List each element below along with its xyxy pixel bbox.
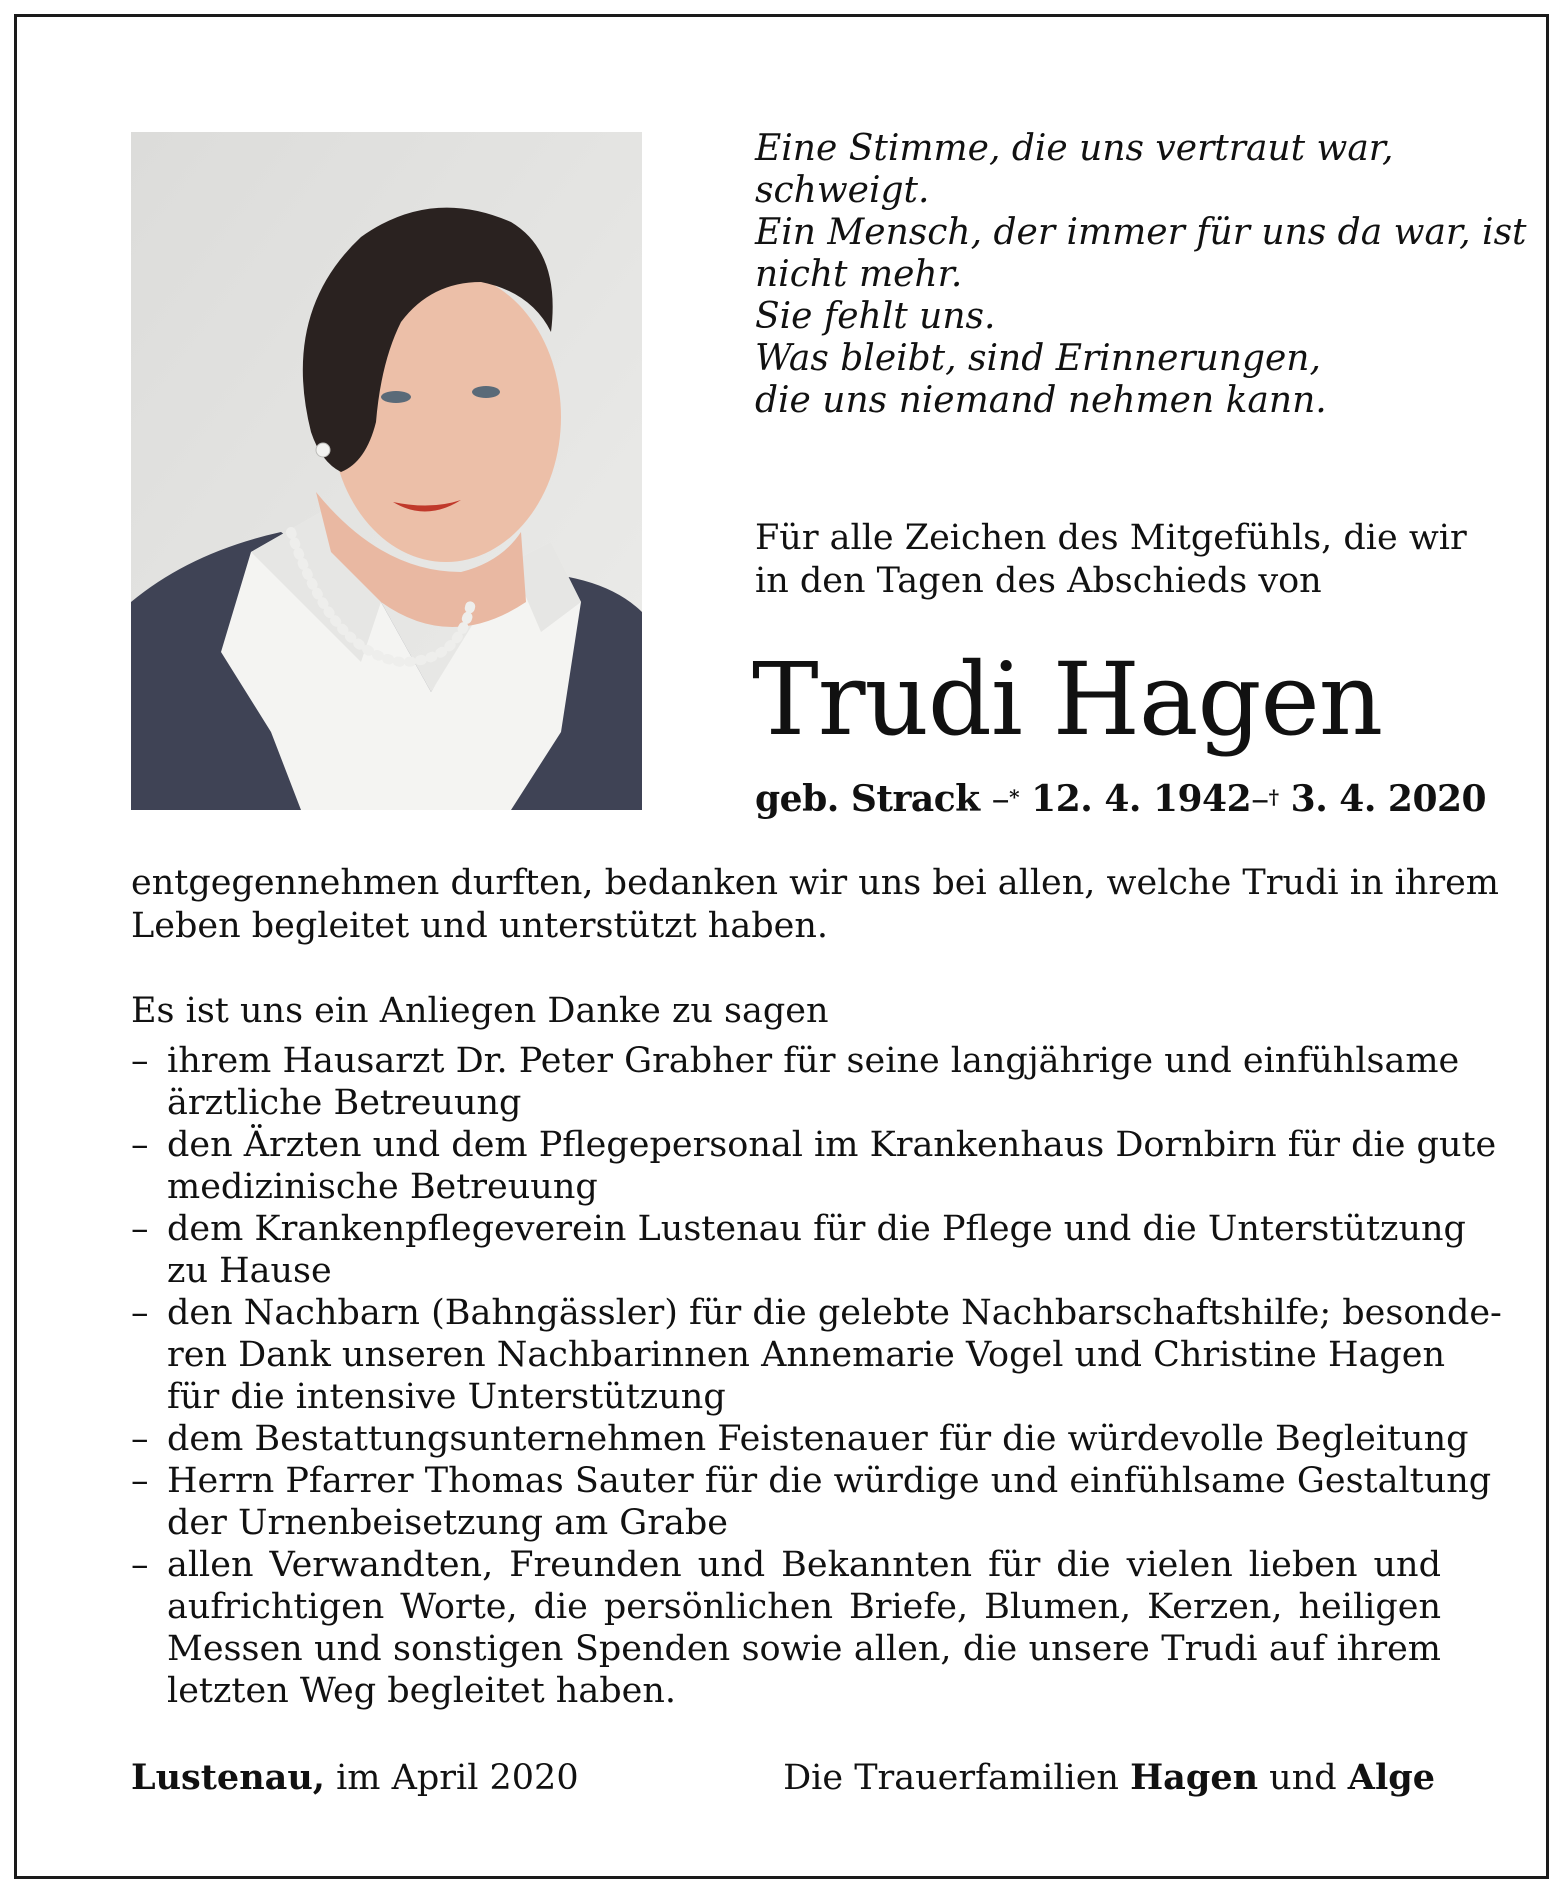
- quote-line: schweigt.: [755, 170, 930, 211]
- separator: –: [991, 779, 1010, 820]
- body-line: Leben begleitet und unterstützt haben.: [131, 906, 828, 946]
- death-symbol: †: [1268, 785, 1279, 809]
- thanks-item-line: der Urnenbeisetzung am Grabe: [167, 1503, 728, 1543]
- thanks-item-line: letzten Weg begleitet haben.: [167, 1671, 677, 1711]
- birth-date: 12. 4. 1942: [1031, 778, 1252, 820]
- thanks-item-line: Herrn Pfarrer Thomas Sauter für die würdige und einfühlsame Gestaltung: [167, 1461, 1492, 1501]
- list-dash: –: [131, 1125, 149, 1165]
- thanks-item: [131, 1040, 1460, 1124]
- thanks-item: [131, 1418, 1469, 1460]
- thanks-item: [131, 1544, 1441, 1712]
- family-name: Hagen: [1130, 1757, 1259, 1798]
- quote-line: nicht mehr.: [755, 254, 963, 295]
- thanks-item-line: ren Dank unseren Nachbarinnen Annemarie Vogel und Christine Hagen: [167, 1335, 1446, 1375]
- list-dash: –: [131, 1545, 149, 1585]
- thanks-item-line: den Ärzten und dem Pflegepersonal im Krankenhaus Dornbirn für die gute: [167, 1125, 1497, 1165]
- list-dash: –: [131, 1041, 149, 1081]
- thanks-item: [131, 1292, 1502, 1418]
- thanks-item-line: Messen und sonstigen Spenden sowie allen, die unsere Trudi auf ihrem: [167, 1629, 1441, 1669]
- thanks-item-line: für die intensive Unterstützung: [167, 1377, 726, 1417]
- thanks-item-line: medizinische Betreuung: [167, 1167, 598, 1207]
- portrait-photo: [131, 132, 642, 810]
- quote-line: Ein Mensch, der immer für uns da war, ist: [755, 212, 1527, 253]
- quote-line: die uns niemand nehmen kann.: [755, 380, 1327, 421]
- quote-line: Was bleibt, sind Erinnerungen,: [755, 338, 1321, 379]
- thanks-list: [131, 1040, 1502, 1712]
- thanks-item-line: aufrichtigen Worte, die persönlichen Briefe, Blumen, Kerzen, heiligen: [167, 1587, 1441, 1627]
- thanks-item: [131, 1124, 1497, 1208]
- thanks-item-line: allen Verwandten, Freunden und Bekannten für die vielen lieben und: [167, 1545, 1441, 1585]
- birth-symbol: *: [1009, 785, 1020, 809]
- place: Lustenau,: [131, 1757, 325, 1798]
- intro-text: [755, 517, 1475, 603]
- list-dash: –: [131, 1209, 149, 1249]
- memorial-quote: [755, 128, 1527, 422]
- thanks-item-line: den Nachbarn (Bahngässler) für die gelebte Nachbarschaftshilfe; besonde-: [167, 1293, 1502, 1333]
- place-date: [131, 1756, 579, 1800]
- list-dash: –: [131, 1419, 149, 1459]
- thanks-item-line: dem Krankenpflegeverein Lustenau für die Pflege und die Unterstützung: [167, 1209, 1466, 1249]
- death-date: 3. 4. 2020: [1290, 778, 1487, 820]
- life-dates: [755, 777, 1486, 822]
- conjunction: und: [1258, 1758, 1348, 1798]
- thanks-lead: Es ist uns ein Anliegen Danke zu sagen: [131, 991, 829, 1031]
- separator: –: [1251, 779, 1269, 820]
- thanks-item: [131, 1460, 1492, 1544]
- families-prefix: Die Trauerfamilien: [783, 1758, 1131, 1798]
- thanks-item-line: ärztliche Betreuung: [167, 1083, 522, 1123]
- quote-line: Sie fehlt uns.: [755, 296, 996, 337]
- list-dash: –: [131, 1293, 149, 1333]
- signature-families: [783, 1756, 1435, 1800]
- maiden-name: geb. Strack: [755, 778, 980, 820]
- body-line: entgegennehmen durften, bedanken wir uns bei allen, welche Trudi in ihrem: [131, 863, 1499, 903]
- deceased-name: Trudi Hagen: [752, 641, 1383, 758]
- thanks-paragraph: [131, 862, 1499, 948]
- family-name: Alge: [1347, 1757, 1435, 1798]
- intro-line: Für alle Zeichen des Mitgefühls, die wir: [755, 518, 1467, 558]
- list-dash: –: [131, 1461, 149, 1501]
- intro-line: in den Tagen des Abschieds von: [755, 561, 1322, 601]
- quote-line: Eine Stimme, die uns vertraut war,: [755, 128, 1394, 169]
- thanks-item-line: dem Bestattungsunternehmen Feistenauer für die würdevolle Begleitung: [167, 1419, 1469, 1459]
- date: im April 2020: [324, 1758, 579, 1798]
- thanks-item: [131, 1208, 1466, 1292]
- thanks-item-line: zu Hause: [167, 1251, 332, 1291]
- thanks-item-line: ihrem Hausarzt Dr. Peter Grabher für seine langjährige und einfühlsame: [167, 1041, 1460, 1081]
